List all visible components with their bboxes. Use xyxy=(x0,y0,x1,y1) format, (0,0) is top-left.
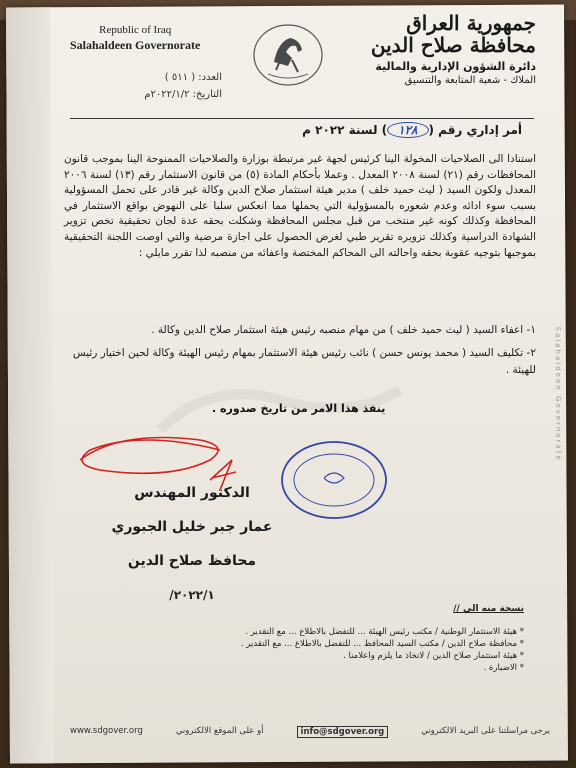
header-governorate-ar: محافظة صلاح الدين xyxy=(370,33,536,57)
footer-prefix: يرجى مراسلتنا على البريد الالكتروني xyxy=(421,726,550,736)
header-english xyxy=(70,24,200,53)
footer-middle: أو على الموقع الالكتروني xyxy=(175,726,264,736)
order-item-1: ١- اعفاء السيد ( ليث حميد خلف ) من مهام منصبه رئيس هيئة استثمار صلاح الدين وكالة . xyxy=(151,324,536,336)
header-republic-ar: جمهورية العراق xyxy=(406,11,536,35)
copy-entry: * الاضبارة . xyxy=(483,663,524,673)
official-stamp xyxy=(278,438,390,522)
order-title xyxy=(302,122,522,138)
header-country: Republic of Iraq xyxy=(99,24,172,36)
order-number: ١٢٨ xyxy=(387,122,428,138)
paper-fold xyxy=(6,7,54,763)
header-section: الملاك - شعبة المتابعة والتنسيق xyxy=(404,75,536,86)
signatory-name: عمار جبر خليل الجبوري xyxy=(111,519,273,535)
footer-email-link[interactable]: info@sdgover.org xyxy=(297,726,389,738)
copies-list xyxy=(241,626,524,674)
header-governorate: Salahaldeen Governorate xyxy=(70,38,201,52)
order-item-2: ٢- تكليف السيد ( محمد يونس حسن ) نائب رئيس هيئة الاستثمار بمهام رئيس الهيئة وكالة لحين اختيار رئيس للهيئة . xyxy=(72,347,536,376)
signatory-block xyxy=(92,476,292,612)
header-department: دائرة الشؤون الإدارية والمالية xyxy=(375,60,536,73)
signatory-title: الدكتور المهندس xyxy=(134,485,250,501)
order-title-prefix: أمر إداري رقم ( xyxy=(428,123,522,137)
side-watermark-strip: Salahaldeen Governorate xyxy=(553,326,563,463)
reference-block xyxy=(72,72,222,106)
order-body-paragraph: استنادا الى الصلاحيات المخولة الينا كرئيس لجهة غير مرتبطة بوزارة والصلاحيات الممنوحة الينا بموجب قانون المحافظات رقم (٢١) لسنة ٢٠٠٨ المعدل . وعملا بأحكام المادة (٥) من قانون الاستثمار رقم (١٣) لسنة ٢٠٠٦ المعدل ولكون السيد ( ليث حميد خلف ) مدير هيئة استثمار صلاح الدين وكالة غير قادر على تحمل المسؤولية بسبب سوء ادائه وعدم شعوره بالمسؤولية التي يحملها مما انعكس سلبا على النهوض بواقع الاستثمار في المحافظة وكذلك كونه غير منتخب من قبل مجلس المحافظة وشكلت بحقه عدة لجان تحقيقية تخص تزوير الشهادة الدراسية وكذلك تزويره تقرير طبي لغرض الحصول على اجازة مرضية والتي اوصت اللجنة التحقيقية بموجبها بتوجيه عقوبة بحقه واحالته الى المحاكم المختصة واعفائه من منصبه لذا تقرر مايلي : xyxy=(64,153,537,259)
copy-entry: * هيئة استثمار صلاح الدين / لاتخاذ ما يلزم واعلامنا . xyxy=(343,651,524,661)
header-arabic xyxy=(371,12,536,86)
order-title-suffix: ) لسنة ٢٠٢٢ م xyxy=(302,123,388,137)
header-divider xyxy=(70,118,534,119)
signatory-position: محافظ صلاح الدين xyxy=(127,553,257,569)
execution-clause: ينفذ هذا الامر من تاريخ صدوره . xyxy=(212,402,386,415)
copy-entry: * هيئة الاستثمار الوطنية / مكتب رئيس الهيئة ... للتفضل بالاطلاع ... مع التقدير . xyxy=(245,627,524,637)
copies-title: نسخة منه الى // xyxy=(453,604,524,614)
governorate-logo xyxy=(252,22,324,88)
footer xyxy=(70,726,550,738)
reference-date: التاريخ: ٢٠٢٢/١/٢م xyxy=(144,89,222,100)
footer-website-link[interactable]: www.sdgover.org xyxy=(70,726,143,736)
reference-number: العدد: ( ٥١١ ) xyxy=(164,72,222,83)
copy-entry: * محافظة صلاح الدين / مكتب السيد المحافظ ... للتفضل بالاطلاع ... مع التقدير . xyxy=(240,639,524,649)
signatory-date: ٢٠٢٢/١/ xyxy=(169,588,215,602)
